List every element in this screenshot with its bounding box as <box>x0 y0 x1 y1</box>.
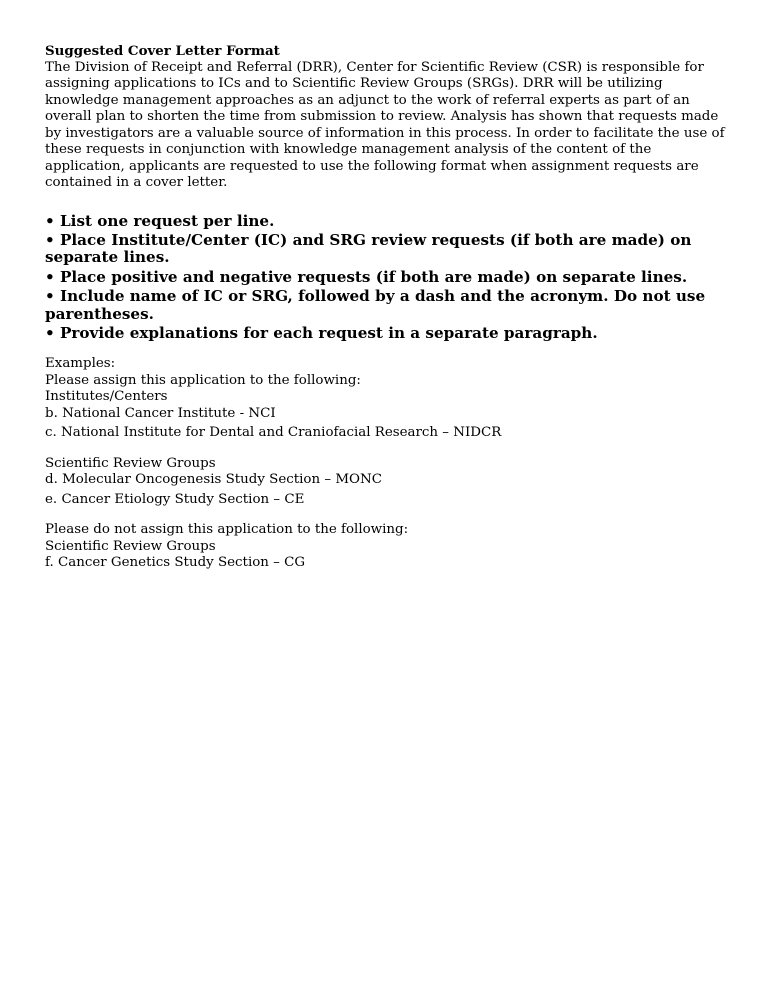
examples-heading: Examples: <box>45 356 116 372</box>
instruction-item: • List one request per line. <box>45 211 275 230</box>
examples-section <box>45 356 735 572</box>
spacer <box>45 508 735 522</box>
ic-item: b. National Cancer Institute - NCI <box>45 405 276 421</box>
srg-item: e. Cancer Etiology Study Section – CE <box>45 491 305 507</box>
assign-intro: Please assign this application to the following: <box>45 372 361 388</box>
instruction-item: • Include name of IC or SRG, followed by a dash and the acronym. Do not use parentheses. <box>45 287 706 323</box>
srg-heading: Scientific Review Groups <box>45 455 216 471</box>
document-title: Suggested Cover Letter Format <box>45 43 280 59</box>
instruction-list <box>45 213 735 343</box>
not-srg-heading: Scientific Review Groups <box>45 538 216 554</box>
document-body <box>45 43 735 572</box>
instruction-item: • Place Institute/Center (IC) and SRG review requests (if both are made) on separate lines. <box>45 230 692 267</box>
instruction-item: • Provide explanations for each request in a separate paragraph. <box>45 323 598 342</box>
ic-item: c. National Institute for Dental and Craniofacial Research – NIDCR <box>45 425 502 441</box>
intro-paragraph: The Division of Receipt and Referral (DRR), Center for Scientific Review (CSR) is responsible for assigning applications to ICs and to Scientific Review Groups (SRGs). DRR will be utilizing knowledge management approaches as an adjunct to the work of referral experts as part of an overall plan to shorten the time from submission to review. Analysis has shown that requests made by investigators are a valuable source of information in this process. In order to facilitate the use of these requests in conjunction with knowledge management analysis of the content of the application, applicants are requested to use the following format when assignment requests are contained in a cover letter. <box>45 59 725 190</box>
ic-heading: Institutes/Centers <box>45 389 168 405</box>
srg-item: d. Molecular Oncogenesis Study Section – MONC <box>45 472 382 488</box>
instruction-item: • Place positive and negative requests (if both are made) on separate lines. <box>45 267 688 286</box>
not-assign-intro: Please do not assign this application to the following: <box>45 522 409 538</box>
spacer <box>45 442 735 456</box>
not-srg-item: f. Cancer Genetics Study Section – CG <box>45 555 306 571</box>
